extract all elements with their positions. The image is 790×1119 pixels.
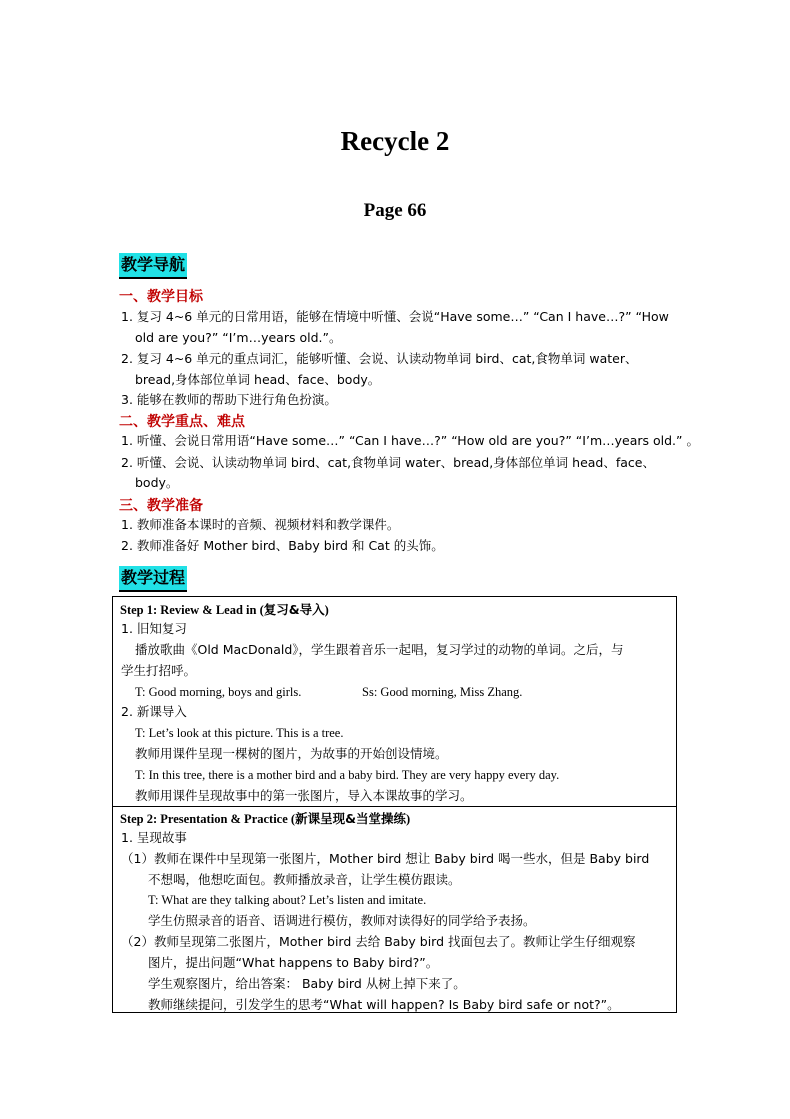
page-subtitle: Page 66 [363,200,427,221]
teaching-process-badge: 教学过程 [119,566,187,592]
step2-line: 学生观察图片，给出答案： Baby bird 从树上掉下来了。 [148,976,466,991]
objective-line: 1. 复习 4~6 单元的日常用语，能够在情境中听懂、会说“Have some…” “Can I have…?” “How [121,309,669,324]
step1-title [120,600,329,618]
step1-line: 教师用课件呈现一棵树的图片，为故事的开始创设情境。 [135,746,448,761]
step2-title-en: Step 2: Presentation & Practice ( [120,812,296,826]
step1-title-en: Step 1: Review & Lead in ( [120,603,264,617]
step2-line: （2）教师呈现第二张图片，Mother bird 去给 Baby bird 找面包去了。教师让学生仔细观察 [121,934,636,949]
objective-line: 3. 能够在教师的帮助下进行角色扮演。 [121,392,337,407]
objective-line: 2. 复习 4~6 单元的重点词汇，能够听懂、会说、认读动物单词 bird、cat,食物单词 water、 [121,351,638,366]
table-divider [112,806,677,807]
step1-line: 学生打招呼。 [121,663,197,678]
objective-line: old are you?” “I’m…years old.”。 [135,330,342,345]
step1-line: 2. 新课导入 [121,704,187,719]
section-preparation-heading: 三、教学准备 [119,498,203,514]
step2-title-end: ) [405,812,411,826]
step1-title-end: ) [324,603,329,617]
step2-line: T: What are they talking about? Let’s listen and imitate. [148,893,427,907]
step1-line: Ss: Good morning, Miss Zhang. [362,685,523,699]
preparation-line: 2. 教师准备好 Mother bird、Baby bird 和 Cat 的头饰。 [121,538,444,553]
keypoint-line: 2. 听懂、会说、认读动物单词 bird、cat,食物单词 water、bread,身体部位单词 head、face、 [121,455,655,470]
keypoint-line: body。 [135,475,179,490]
step2-line: 图片，提出问题“What happens to Baby bird?”。 [148,955,439,970]
step1-line: 教师用课件呈现故事中的第一张图片，导入本课故事的学习。 [135,788,473,803]
step1-line: T: In this tree, there is a mother bird and a baby bird. They are very happy every day. [135,768,560,782]
step2-line: （1）教师在课件中呈现第一张图片，Mother bird 想让 Baby bird 喝一些水，但是 Baby bird [121,851,650,866]
objective-line: bread,身体部位单词 head、face、body。 [135,372,381,387]
keypoint-line: 1. 听懂、会说日常用语“Have some…” “Can I have…?” “How old are you?” “I’m…years old.” 。 [121,433,699,448]
section-objectives-heading: 一、教学目标 [119,289,203,305]
section-keypoints-heading: 二、教学重点、难点 [119,414,245,430]
step2-line: 教师继续提问，引发学生的思考“What will happen? Is Baby bird safe or not?”。 [148,997,620,1012]
step1-line: 播放歌曲《Old MacDonald》，学生跟着音乐一起唱，复习学过的动物的单词。之后，与 [135,642,624,657]
step1-line: T: Good morning, boys and girls. [135,685,302,699]
step1-line: 1. 旧知复习 [121,621,187,636]
step2-line: 1. 呈现故事 [121,830,187,845]
page-title: Recycle 2 [340,126,450,156]
step1-line: T: Let’s look at this picture. This is a tree. [135,726,344,740]
step2-title-cn: 新课呈现&当堂操练 [295,811,406,826]
teaching-nav-badge: 教学导航 [119,253,187,279]
step2-title [120,809,410,827]
step2-line: 不想喝，他想吃面包。教师播放录音，让学生模仿跟读。 [148,872,461,887]
step2-line: 学生仿照录音的语音、语调进行模仿，教师对读得好的同学给予表扬。 [148,913,536,928]
step1-title-cn: 复习&导入 [263,602,325,617]
preparation-line: 1. 教师准备本课时的音频、视频材料和教学课件。 [121,517,400,532]
